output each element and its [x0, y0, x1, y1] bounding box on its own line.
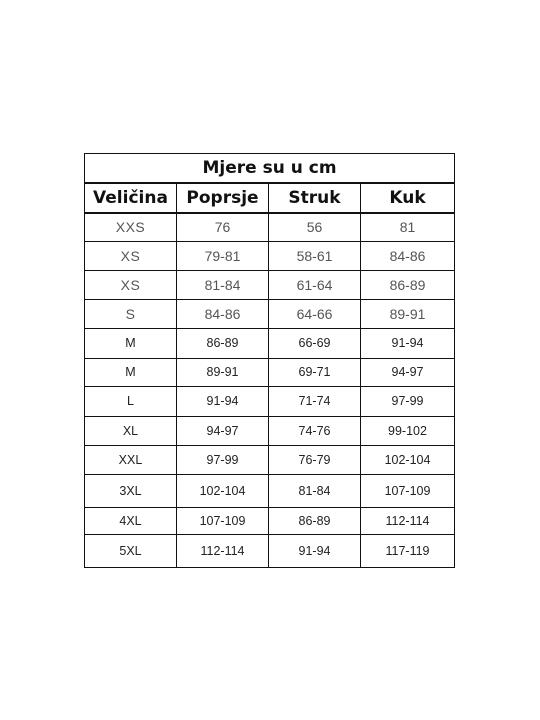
table-row [85, 328, 455, 358]
waist-cell: 66-69 [269, 328, 361, 358]
header-hip: Kuk [361, 183, 455, 213]
hip-cell: 94-97 [361, 358, 455, 386]
bust-cell: 86-89 [177, 328, 269, 358]
bust-cell: 97-99 [177, 445, 269, 474]
waist-cell: 71-74 [269, 386, 361, 416]
table-row [85, 299, 455, 328]
table-row [85, 386, 455, 416]
waist-cell: 69-71 [269, 358, 361, 386]
hip-cell: 107-109 [361, 474, 455, 507]
size-cell: XS [85, 270, 177, 299]
size-cell: XL [85, 416, 177, 445]
table-row [85, 445, 455, 474]
bust-cell: 84-86 [177, 299, 269, 328]
bust-cell: 91-94 [177, 386, 269, 416]
size-cell: 4XL [85, 507, 177, 534]
header-size: Veličina [85, 183, 177, 213]
table-row [85, 416, 455, 445]
bust-cell: 81-84 [177, 270, 269, 299]
table-row [85, 534, 455, 567]
bust-cell: 102-104 [177, 474, 269, 507]
hip-cell: 89-91 [361, 299, 455, 328]
waist-cell: 86-89 [269, 507, 361, 534]
header-row [85, 183, 455, 213]
header-waist: Struk [269, 183, 361, 213]
bust-cell: 89-91 [177, 358, 269, 386]
hip-cell: 84-86 [361, 241, 455, 270]
size-cell: M [85, 358, 177, 386]
size-cell: S [85, 299, 177, 328]
waist-cell: 81-84 [269, 474, 361, 507]
size-cell: M [85, 328, 177, 358]
hip-cell: 112-114 [361, 507, 455, 534]
size-cell: L [85, 386, 177, 416]
size-cell: XXS [85, 213, 177, 241]
hip-cell: 117-119 [361, 534, 455, 567]
waist-cell: 91-94 [269, 534, 361, 567]
waist-cell: 64-66 [269, 299, 361, 328]
size-cell: 3XL [85, 474, 177, 507]
bust-cell: 94-97 [177, 416, 269, 445]
table-row [85, 507, 455, 534]
hip-cell: 102-104 [361, 445, 455, 474]
bust-cell: 79-81 [177, 241, 269, 270]
table-row [85, 241, 455, 270]
table-title: Mjere su u cm [85, 154, 455, 184]
size-cell: XXL [85, 445, 177, 474]
size-chart-table [84, 153, 455, 568]
size-cell: 5XL [85, 534, 177, 567]
waist-cell: 58-61 [269, 241, 361, 270]
bust-cell: 107-109 [177, 507, 269, 534]
hip-cell: 86-89 [361, 270, 455, 299]
title-row [85, 154, 455, 184]
table-row [85, 358, 455, 386]
hip-cell: 91-94 [361, 328, 455, 358]
waist-cell: 61-64 [269, 270, 361, 299]
hip-cell: 97-99 [361, 386, 455, 416]
waist-cell: 76-79 [269, 445, 361, 474]
hip-cell: 81 [361, 213, 455, 241]
table-row [85, 270, 455, 299]
header-bust: Poprsje [177, 183, 269, 213]
bust-cell: 112-114 [177, 534, 269, 567]
hip-cell: 99-102 [361, 416, 455, 445]
table-row [85, 474, 455, 507]
table-row [85, 213, 455, 241]
size-cell: XS [85, 241, 177, 270]
waist-cell: 74-76 [269, 416, 361, 445]
waist-cell: 56 [269, 213, 361, 241]
bust-cell: 76 [177, 213, 269, 241]
